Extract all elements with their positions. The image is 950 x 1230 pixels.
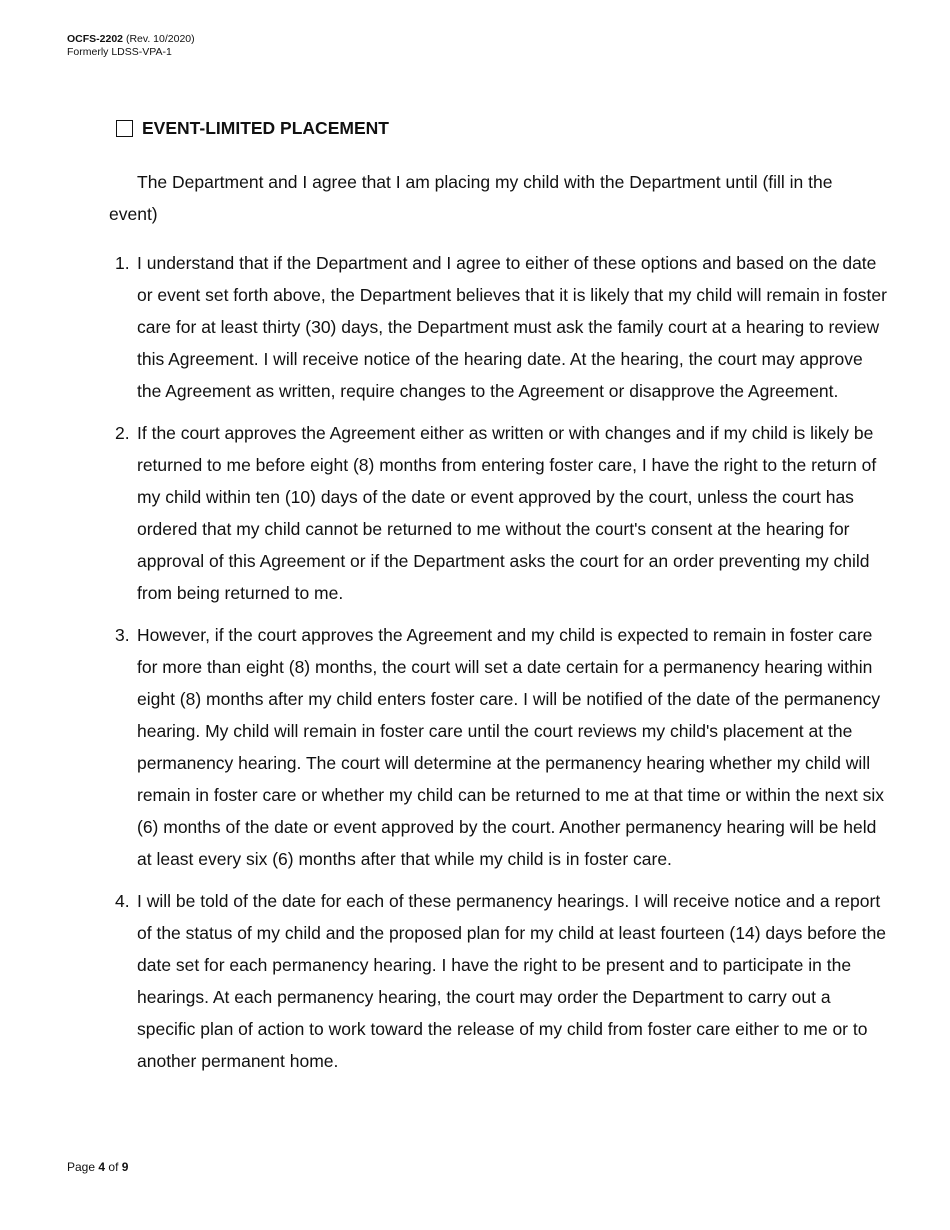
form-number: OCFS-2202 [67,33,124,45]
list-item [115,247,887,407]
list-item-number: 1. [115,253,130,273]
intro-paragraph: The Department and I agree that I am placing my child with the Department until (fill in the event) [109,172,833,224]
page-current: 4 [98,1160,106,1174]
list-item [115,417,887,609]
form-header [67,33,195,59]
page-of: of [108,1160,119,1174]
event-limited-placement-checkbox[interactable] [116,120,133,137]
form-id-line [67,33,195,46]
list-item-number: 2. [115,423,130,443]
form-revision: (Rev. 10/2020) [125,33,195,45]
list-item-text: I will be told of the date for each of these permanency hearings. I will receive notice and a report of the status of my child and the proposed plan for my child at least fourteen (14) days before the date set for each permanency hearing. I have the right to be present and to participate in the hearings. At each permanency hearing, the court may order the Department to carry out a specific plan of action to work toward the release of my child from foster care either to me or to another permanent home. [137,891,887,1071]
page-total: 9 [121,1160,129,1174]
form-formerly: Formerly LDSS-VPA-1 [67,46,172,58]
list-item [115,885,887,1077]
list-item [115,619,887,875]
page-label: Page [67,1160,96,1174]
section-title: EVENT-LIMITED PLACEMENT [142,118,389,138]
list-item-number: 3. [115,625,130,645]
page-footer [67,1160,128,1174]
event-limited-section-heading [116,118,389,139]
list-item-number: 4. [115,891,130,911]
list-item-text: However, if the court approves the Agreement and my child is expected to remain in foster care for more than eight (8) months, the court will set a date certain for a permanency hearing within eight (8) months after my child enters foster care. I will be notified of the date of the permanency hearing. My child will remain in foster care until the court reviews my child's placement at the permanency hearing. The court will determine at the permanency hearing whether my child will remain in foster care or whether my child can be returned to me at that time or within the next six (6) months of the date or event approved by the court. Another permanency hearing will be held at least every six (6) months after that while my child is in foster care. [137,625,885,869]
list-item-text: If the court approves the Agreement either as written or with changes and if my child is likely be returned to me before eight (8) months from entering foster care, I have the right to the return of my child within ten (10) days of the date or event approved by the court, unless the court has ordered that my child cannot be returned to me without the court's consent at the hearing for approval of this Agreement or if the Department asks the court for an order preventing my child from being returned to me. [137,423,877,603]
terms-list [115,247,887,1087]
list-item-text: I understand that if the Department and I agree to either of these options and based on the date or event set forth above, the Department believes that it is likely that my child will remain in foster care for at least thirty (30) days, the Department must ask the family court at a hearing to review this Agreement. I will receive notice of the hearing date. At the hearing, the court may approve the Agreement as written, require changes to the Agreement or disapprove the Agreement. [137,253,887,401]
